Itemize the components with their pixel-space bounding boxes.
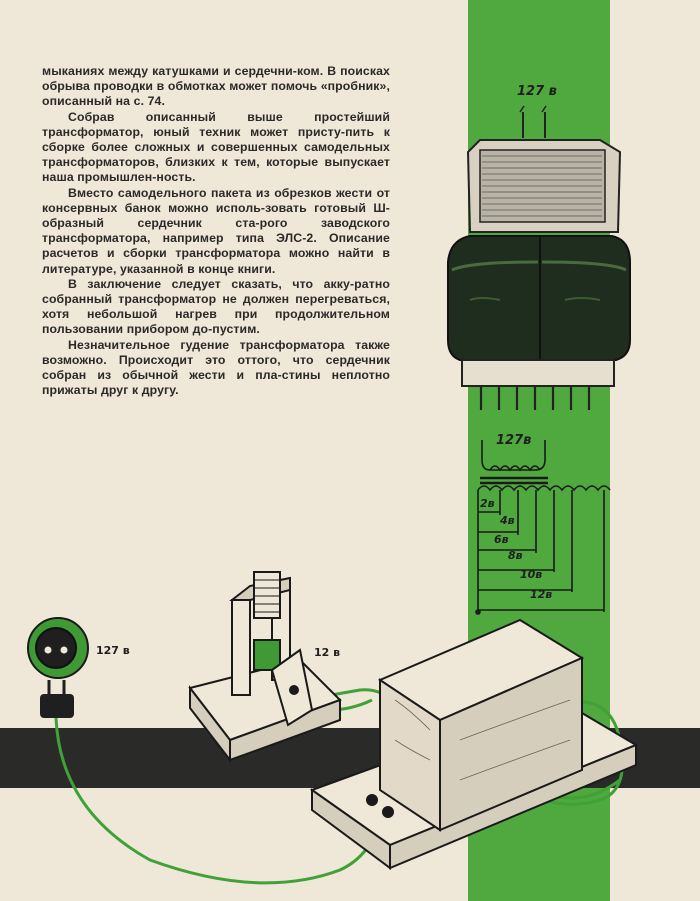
power-supply-box (312, 620, 636, 868)
paragraph-1: мыканиях между катушками и сердечни-ком. В поисках обрыва проводки в обмотках может помочь «пробник», описанный на с. 74. (42, 64, 390, 109)
tap-label-12v: 12в (530, 588, 553, 601)
paragraph-2: Собрав описанный выше простейший трансформатор, юный техник может присту-пить к сборке более сложных и совершенных самодельных трансформаторов, близких к тем, которые выпускает наша промышлен-ность. (42, 109, 390, 185)
tap-label-8v: 8в (508, 549, 523, 562)
output-voltage-label: 12 в (314, 646, 341, 659)
wall-socket (28, 618, 88, 718)
transformer-illustration (448, 106, 630, 410)
paragraph-4: В заключение следует сказать, что акку-ратно собранный трансформатор не должен перегреваться, хотя небольшой нагрев при продолжительном пользовании прибором до-пустим. (42, 276, 390, 337)
paragraph-3: Вместо самодельного пакета из обрезков жести от консервных банок можно исполь-зовать готовый Ш-образный сердечник ста-рого заводского трансформатора, например типа ЭЛС-2. Описание расчетов и сборки трансформатора можно найти в литературе, указанной в конце книги. (42, 185, 390, 276)
socket-voltage-label: 127 в (96, 644, 130, 657)
tap-label-2v: 2в (480, 497, 495, 510)
tap-label-10v: 10в (520, 568, 543, 581)
paragraph-5: Незначительное гудение трансформатора также возможно. Происходит это оттого, что сердечник собран из обычной жести и пла-стины неплотно прижаты друг к другу. (42, 337, 390, 398)
small-transformer-model (190, 572, 340, 760)
tap-label-6v: 6в (494, 533, 509, 546)
tap-label-4v: 4в (500, 514, 515, 527)
schematic-voltage-label: 127в (496, 433, 532, 448)
top-voltage-label: 127 в (517, 84, 557, 99)
